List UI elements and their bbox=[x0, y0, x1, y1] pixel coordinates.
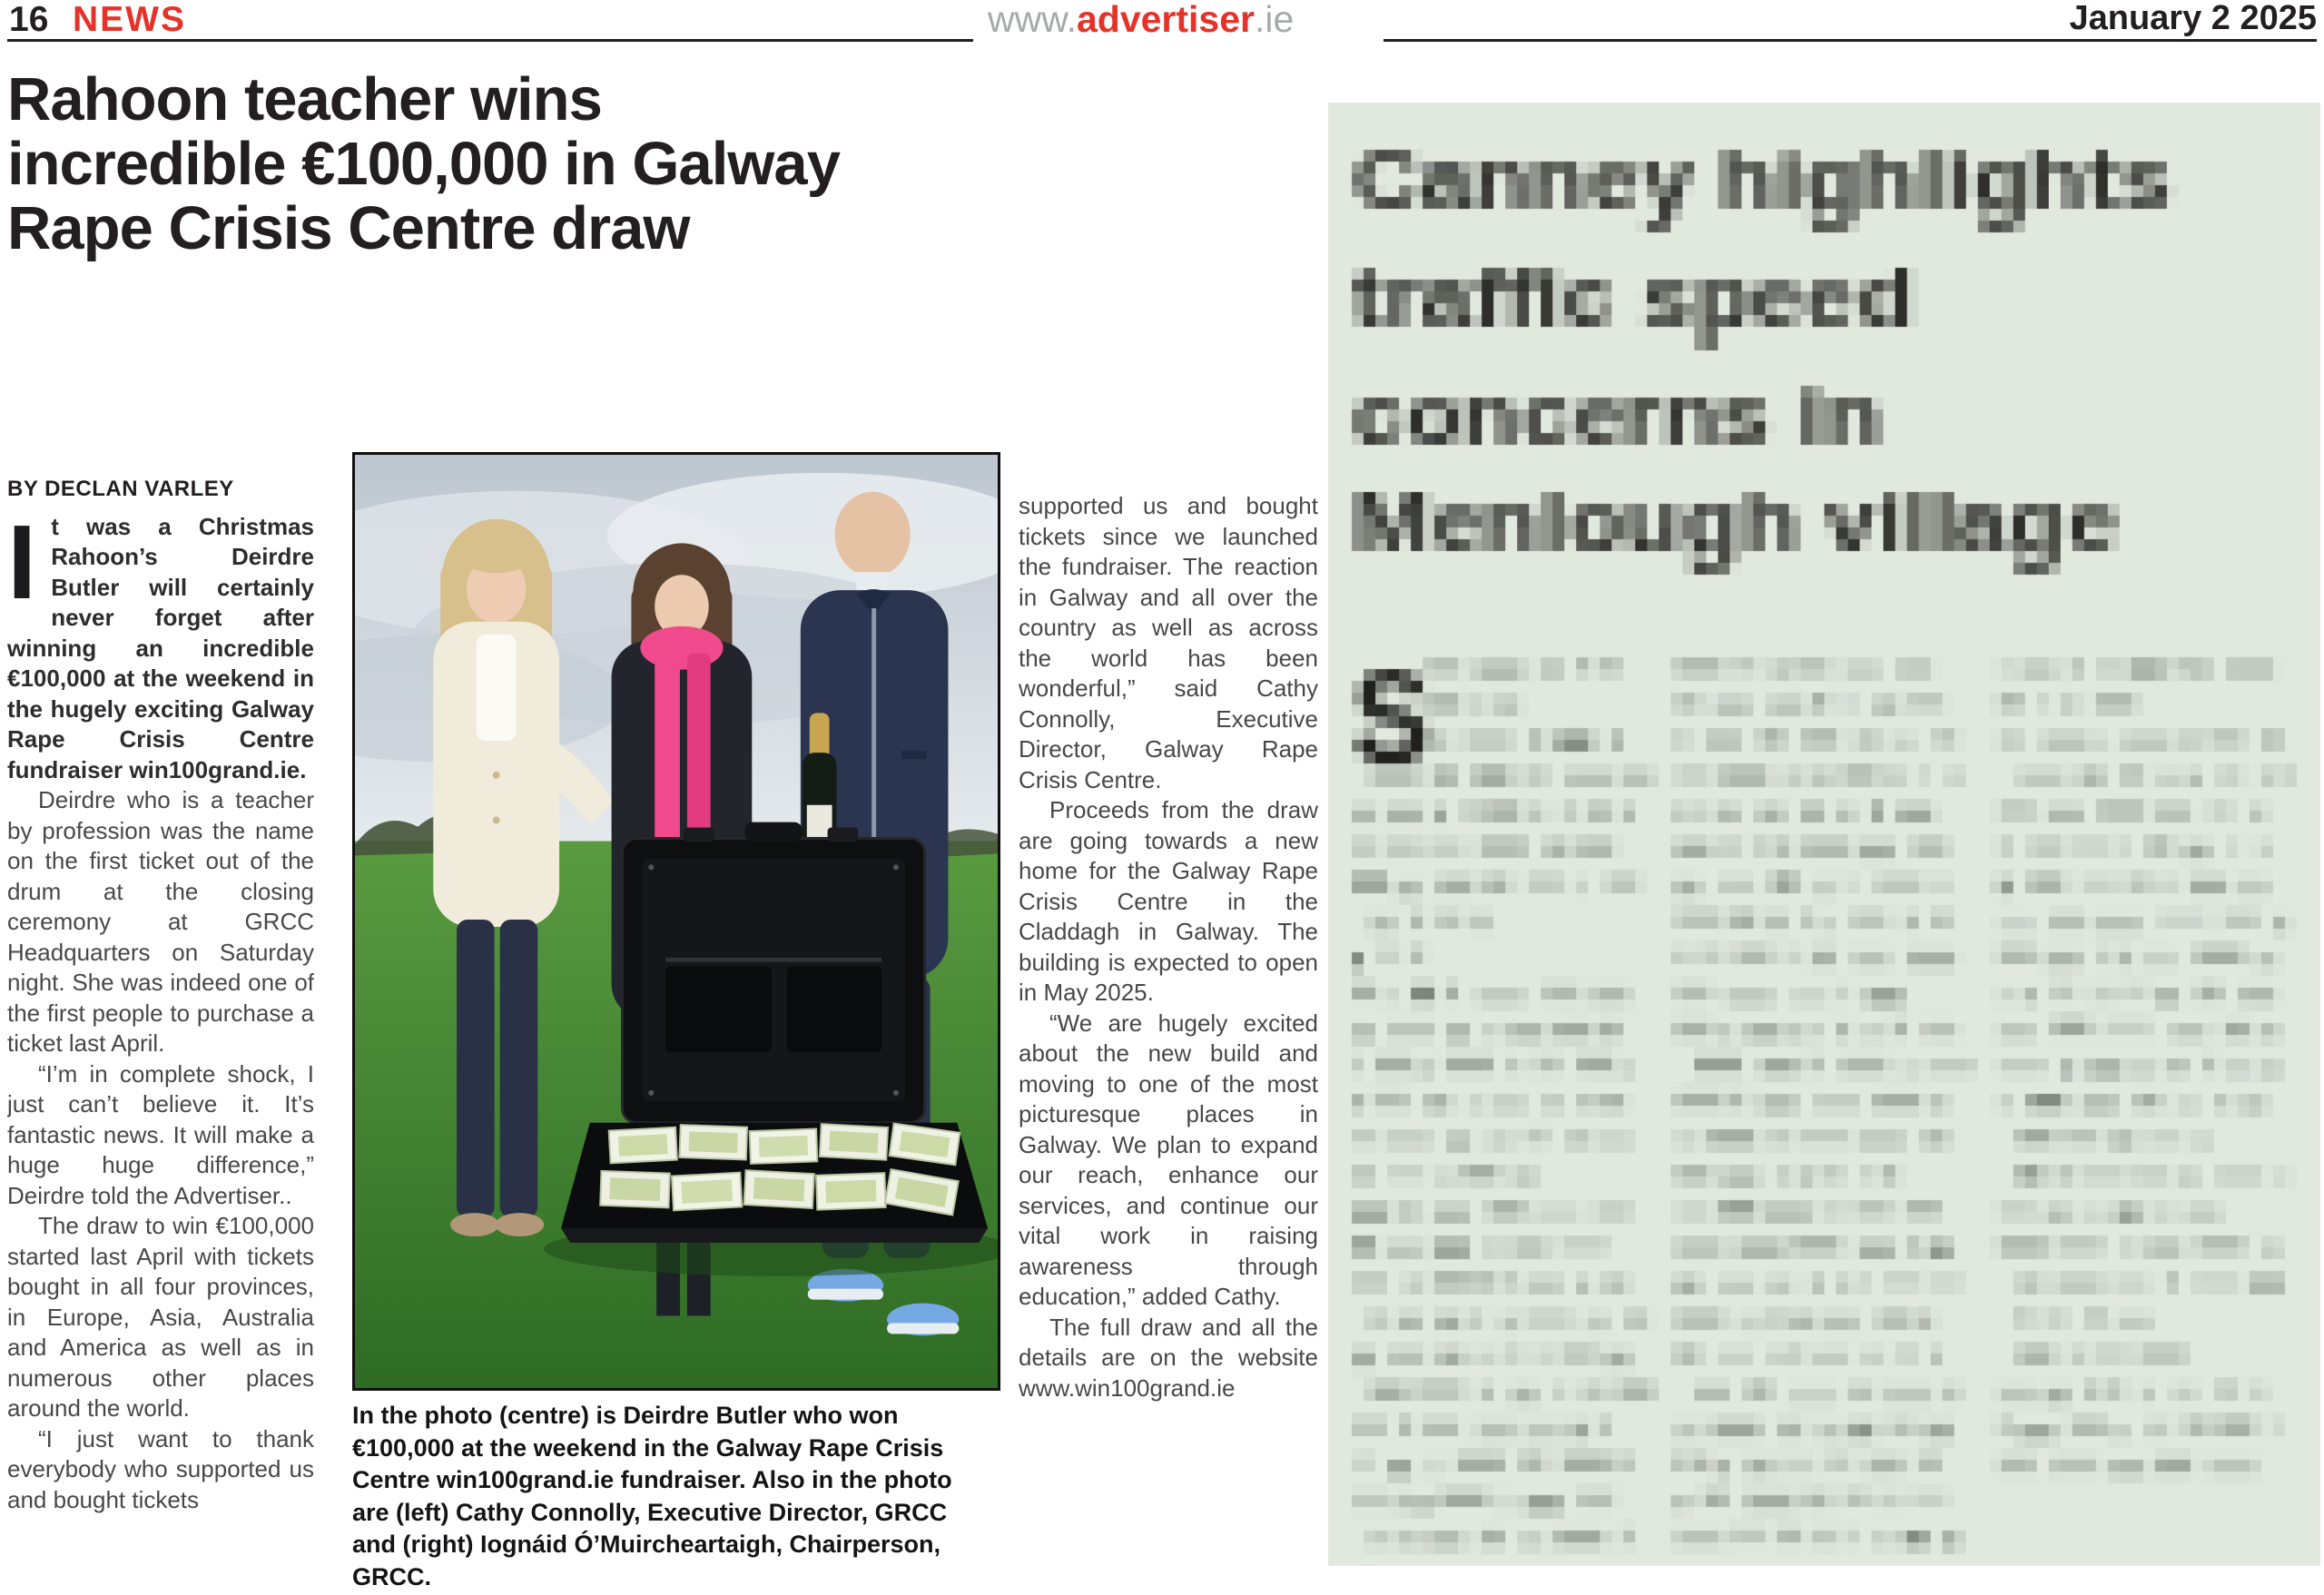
site-url-prefix: www. bbox=[988, 0, 1077, 40]
main-headline-line-2: incredible €100,000 in Galway bbox=[7, 130, 840, 198]
article-column-2 bbox=[1019, 491, 1318, 1553]
header-rule-left bbox=[7, 39, 973, 42]
article-photo bbox=[352, 452, 1000, 1391]
side-article-panel bbox=[1328, 103, 2320, 1566]
lead-paragraph-text: t was a Christmas Rahoon’s Deirdre Butler will certainly never forget after winning an incredible €100,000 at the weekend in the hugely exciting Galway Rape Crisis Centre fundraiser win100grand.ie. bbox=[7, 512, 314, 783]
article-column-1 bbox=[7, 474, 314, 1595]
photo-caption: In the photo (centre) is Deirdre Butler who won €100,000 at the weekend in the Galway Rape Crisis Centre win100grand.ie fundraiser. Also in the photo are (left) Cathy Connolly, Executive Director, GRCC and (right) Iognáid Ó’Muircheartaigh, Chairperson, GRCC. bbox=[352, 1402, 952, 1590]
section-label: NEWS bbox=[73, 0, 186, 39]
article-paragraph: supported us and bought tickets since we launched the fundraiser. The reaction in Galway and all over the country as well as across the world has been wonderful,” said Cathy Connolly, Executive Director, Galway Rape Crisis Centre. bbox=[1019, 492, 1318, 793]
main-headline-line-1: Rahoon teacher wins bbox=[7, 65, 602, 133]
article-paragraph: “We are hugely excited about the new build and moving to one of the most picturesque places in Galway. We plan to expand our reach, enhance our services, and continue our vital work in raising awareness through education,” added Cathy. bbox=[1019, 1009, 1318, 1310]
issue-date: January 2 2025 bbox=[2069, 0, 2317, 37]
money-briefcase bbox=[561, 822, 988, 1243]
article-paragraph: The full draw and all the details are on the website www.win100grand.ie bbox=[1019, 1313, 1318, 1402]
article-paragraph: Proceeds from the draw are going towards a new home for the Galway Rape Crisis Centre in the Claddagh in Galway. The building is expected to open in May 2025. bbox=[1019, 796, 1318, 1006]
header-rule-right bbox=[1384, 39, 2317, 42]
article-paragraph: Deirdre who is a teacher by profession was the name on the first ticket out of the drum at the closing ceremony at GRCC Headquarters on Saturday night. She was indeed one of the first people to purchase a ticket last April. bbox=[7, 786, 314, 1057]
photo-illustration bbox=[355, 455, 998, 1388]
site-url bbox=[988, 0, 1294, 41]
byline: BY DECLAN VARLEY bbox=[7, 477, 234, 501]
site-url-brand: advertiser bbox=[1076, 0, 1255, 40]
lead-paragraph bbox=[7, 502, 314, 786]
page-number: 16 bbox=[9, 0, 49, 39]
side-article-canvas bbox=[1328, 103, 2320, 1566]
article-paragraph: “I’m in complete shock, I just can’t believe it. It’s fantastic news. It will make a huge huge difference,” Deirdre told the Advertiser.. bbox=[7, 1059, 314, 1209]
article-paragraph: “I just want to thank everybody who supported us and bought tickets bbox=[7, 1424, 314, 1513]
site-url-suffix: .ie bbox=[1254, 0, 1295, 40]
main-headline bbox=[7, 67, 840, 261]
article-paragraph: The draw to win €100,000 started last April with tickets bought in all four provinces, in Europe, Asia, Australia and America as well as in numerous other places around the world. bbox=[7, 1212, 314, 1422]
drop-cap: I bbox=[7, 502, 37, 621]
main-headline-line-3: Rape Crisis Centre draw bbox=[7, 194, 690, 262]
